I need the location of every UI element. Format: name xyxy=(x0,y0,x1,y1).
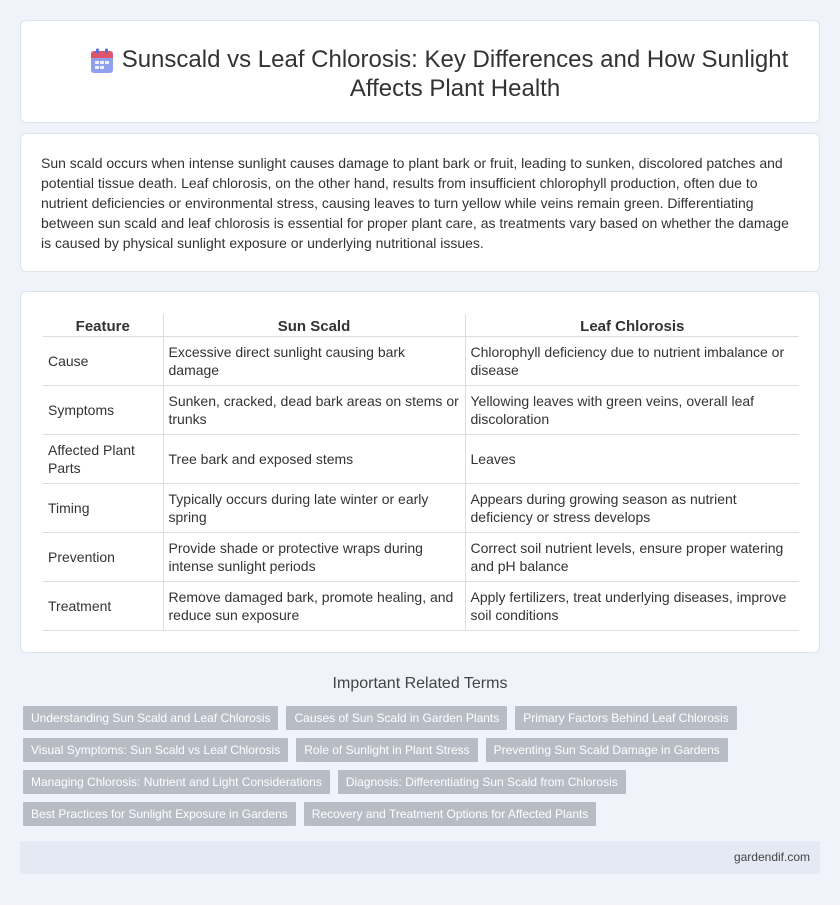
row-feature: Symptoms xyxy=(43,385,163,434)
row-leaf-chlorosis: Chlorophyll deficiency due to nutrient imbalance or disease xyxy=(465,336,799,385)
table-row xyxy=(43,434,799,483)
related-term-link[interactable]: Best Practices for Sunlight Exposure in Gardens xyxy=(23,802,296,826)
row-sun-scald: Sunken, cracked, dead bark areas on stems or trunks xyxy=(163,385,465,434)
footer-site-link[interactable]: gardendif.com xyxy=(733,850,810,864)
row-sun-scald: Typically occurs during late winter or early spring xyxy=(163,483,465,532)
table-row xyxy=(43,532,799,581)
row-sun-scald: Tree bark and exposed stems xyxy=(163,434,465,483)
page-title: Sunscald vs Leaf Chlorosis: Key Differences and How Sunlight Affects Plant Health xyxy=(121,46,789,102)
related-terms-heading: Important Related Terms xyxy=(332,675,508,692)
row-feature: Timing xyxy=(43,483,163,532)
related-term-link[interactable]: Visual Symptoms: Sun Scald vs Leaf Chlorosis xyxy=(23,738,288,762)
calendar-icon xyxy=(90,48,114,74)
table-header-row xyxy=(43,314,799,336)
row-feature: Treatment xyxy=(43,581,163,630)
related-term-link[interactable]: Managing Chlorosis: Nutrient and Light Considerations xyxy=(23,770,330,794)
table-row xyxy=(43,483,799,532)
header-feature: Feature xyxy=(43,314,163,336)
row-leaf-chlorosis: Apply fertilizers, treat underlying diseases, improve soil conditions xyxy=(465,581,799,630)
intro-paragraph: Sun scald occurs when intense sunlight causes damage to plant bark or fruit, leading to sunken, discolored patches and potential tissue death. Leaf chlorosis, on the other hand, results from insufficient chlorophyll production, often due to nutrient deficiencies or environmental stress, causing leaves to turn yellow while veins remain green. Differentiating between sun scald and leaf chlorosis is essential for proper plant care, as treatments vary based on whether the damage is caused by physical sunlight exposure or underlying nutritional issues. xyxy=(41,155,789,251)
related-term-link[interactable]: Role of Sunlight in Plant Stress xyxy=(296,738,477,762)
comparison-table xyxy=(43,314,799,631)
row-leaf-chlorosis: Appears during growing season as nutrient deficiency or stress develops xyxy=(465,483,799,532)
row-sun-scald: Provide shade or protective wraps during intense sunlight periods xyxy=(163,532,465,581)
related-term-link[interactable]: Diagnosis: Differentiating Sun Scald from Chlorosis xyxy=(338,770,626,794)
title-card xyxy=(20,20,820,123)
header-leaf-chlorosis: Leaf Chlorosis xyxy=(465,314,799,336)
table-row xyxy=(43,336,799,385)
table-row xyxy=(43,385,799,434)
related-terms-row xyxy=(23,770,823,794)
row-feature: Affected Plant Parts xyxy=(43,434,163,483)
related-term-link[interactable]: Causes of Sun Scald in Garden Plants xyxy=(286,706,507,730)
related-term-link[interactable]: Understanding Sun Scald and Leaf Chlorosis xyxy=(23,706,278,730)
related-terms-row xyxy=(23,802,823,826)
related-terms xyxy=(23,706,823,834)
related-term-link[interactable]: Recovery and Treatment Options for Affected Plants xyxy=(304,802,597,826)
row-sun-scald: Excessive direct sunlight causing bark damage xyxy=(163,336,465,385)
table-row xyxy=(43,581,799,630)
row-sun-scald: Remove damaged bark, promote healing, and reduce sun exposure xyxy=(163,581,465,630)
row-feature: Prevention xyxy=(43,532,163,581)
header-sun-scald: Sun Scald xyxy=(163,314,465,336)
related-terms-row xyxy=(23,738,823,762)
row-leaf-chlorosis: Leaves xyxy=(465,434,799,483)
related-term-link[interactable]: Preventing Sun Scald Damage in Gardens xyxy=(486,738,728,762)
intro-card xyxy=(20,133,820,272)
related-term-link[interactable]: Primary Factors Behind Leaf Chlorosis xyxy=(515,706,736,730)
related-terms-row xyxy=(23,706,823,730)
row-feature: Cause xyxy=(43,336,163,385)
comparison-table-card xyxy=(20,291,820,653)
row-leaf-chlorosis: Yellowing leaves with green veins, overall leaf discoloration xyxy=(465,385,799,434)
footer xyxy=(20,841,820,874)
row-leaf-chlorosis: Correct soil nutrient levels, ensure proper watering and pH balance xyxy=(465,532,799,581)
